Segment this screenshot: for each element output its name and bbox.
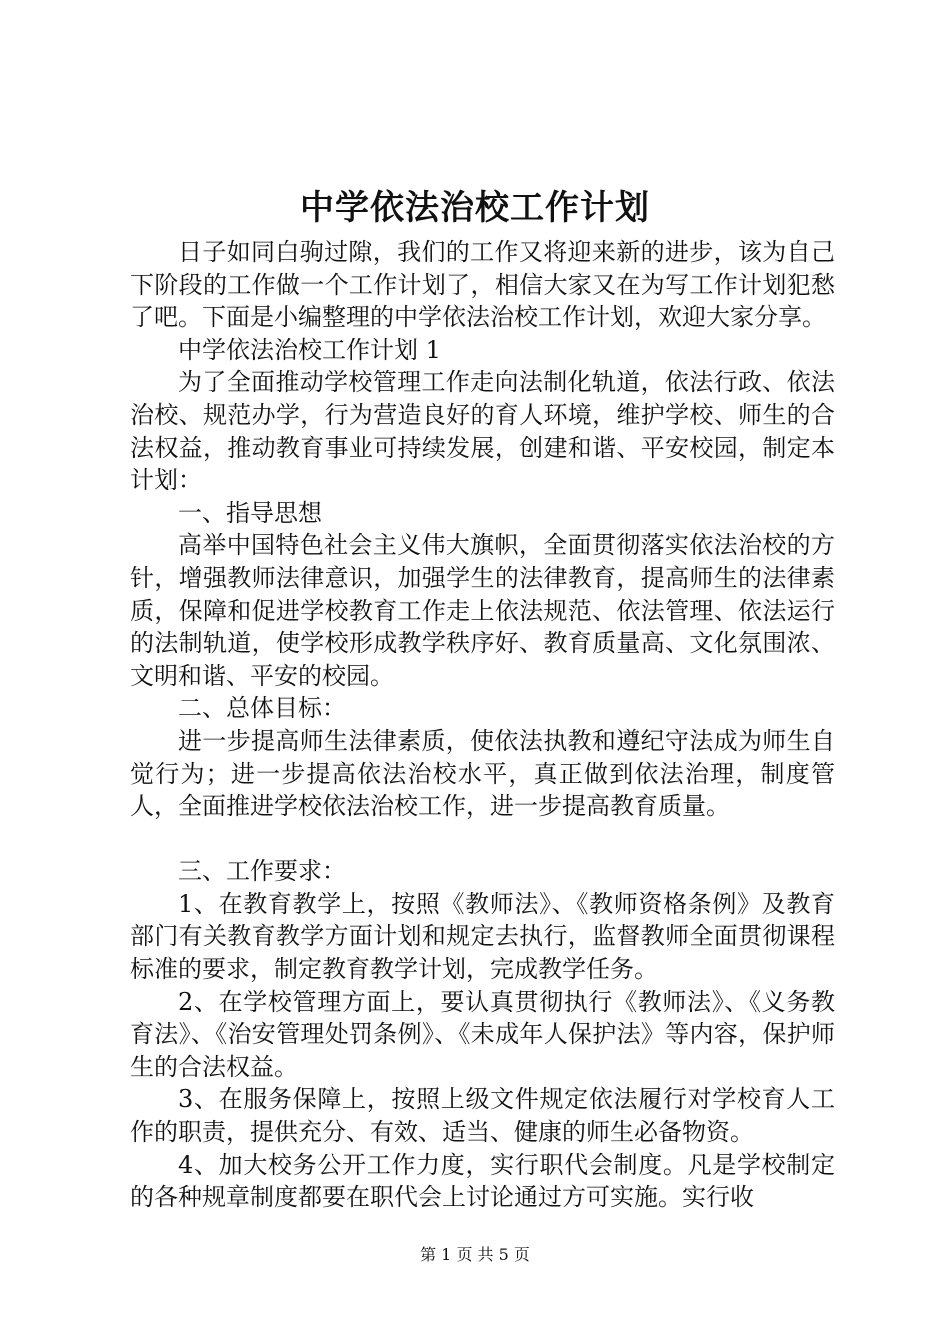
document-title: 中学依法治校工作计划 bbox=[300, 188, 650, 228]
requirement-item-4: 4、加大校务公开工作力度，实行职代会制度。凡是学校制定的各种规章制度都要在职代会上讨论通过方可实施。实行收 bbox=[130, 1150, 835, 1212]
section-heading-guiding-thought: 一、指导思想 bbox=[178, 498, 322, 527]
plan-heading: 中学依法治校工作计划 1 bbox=[178, 335, 441, 364]
blank-line bbox=[130, 823, 835, 856]
requirement-item-1: 1、在教育教学上，按照《教师法》、《教师资格条例》及教育部门有关教育教学方面计划和规定去执行，监督教师全面贯彻课程标准的要求，制定教育教学计划，完成教学任务。 bbox=[130, 889, 835, 984]
requirement-item-3: 3、在服务保障上，按照上级文件规定依法履行对学校育人工作的职责，提供充分、有效、适当、健康的师生必备物资。 bbox=[130, 1085, 835, 1147]
page-number-footer: 第 1 页 共 5 页 bbox=[420, 1245, 530, 1264]
section-heading-work-requirements: 三、工作要求： bbox=[178, 857, 346, 886]
intro-paragraph: 日子如同白驹过隙，我们的工作又将迎来新的进步，该为自己下阶段的工作做一个工作计划了，相信大家又在为写工作计划犯愁了吧。下面是小编整理的中学依法治校工作计划，欢迎大家分享。 bbox=[130, 238, 835, 332]
purpose-paragraph: 为了全面推动学校管理工作走向法制化轨道，依法行政、依法治校、规范办学，行为营造良好的育人环境，维护学校、师生的合法权益，推动教育事业可持续发展，创建和谐、平安校园，制定本计划： bbox=[130, 368, 835, 495]
requirement-item-2: 2、在学校管理方面上，要认真贯彻执行《教师法》、《义务教育法》、《治安管理处罚条例》、《未成年人保护法》等内容，保护师生的合法权益。 bbox=[130, 987, 835, 1081]
section-heading-overall-goal: 二、总体目标： bbox=[178, 694, 346, 723]
document-body bbox=[130, 236, 835, 1214]
overall-goal-paragraph: 进一步提高师生法律素质，使依法执教和遵纪守法成为师生自觉行为；进一步提高依法治校水平，真正做到依法治理，制度管人，全面推进学校依法治校工作，进一步提高教育质量。 bbox=[130, 726, 835, 821]
guiding-thought-paragraph: 高举中国特色社会主义伟大旗帜，全面贯彻落实依法治校的方针，增强教师法律意识，加强学生的法律教育，提高师生的法律素质，保障和促进学校教育工作走上依法规范、依法管理、依法运行的法制轨道，使学校形成教学秩序好、教育质量高、文化氛围浓、文明和谐、平安的校园。 bbox=[130, 531, 835, 690]
